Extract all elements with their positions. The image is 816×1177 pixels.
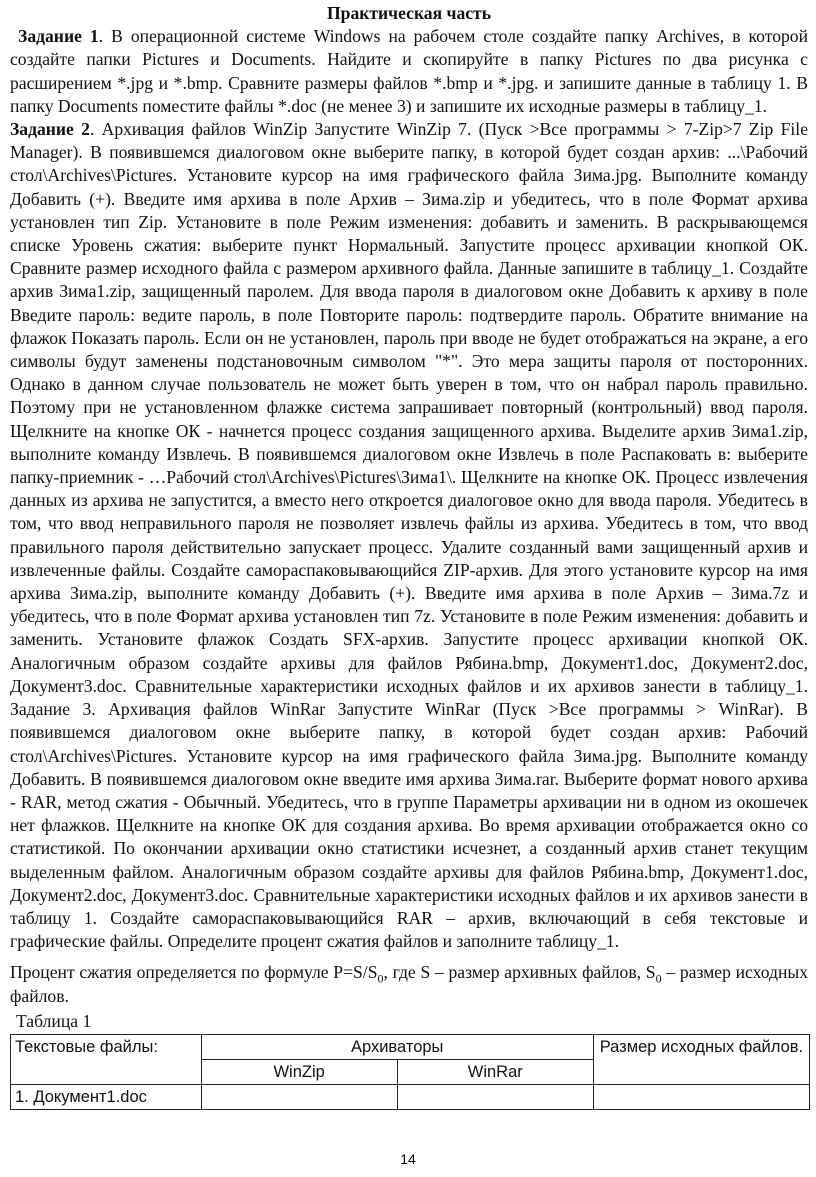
formula-subscript-2: 0 bbox=[655, 971, 662, 986]
results-table bbox=[10, 1034, 810, 1110]
compression-formula bbox=[10, 961, 808, 1007]
header-text-files: Текстовые файлы: bbox=[11, 1034, 202, 1084]
task2-text: . Архивация файлов WinZip Запустите WinZip 7. (Пуск >Все программы > 7-Zip>7 Zip File Manager). В появившемся диалоговом окне выберите папку, в которой будет создан архив: ...\Рабочий стол\Archives\Pictures. Установите курсор на имя графического файла Зима.jpg. Выполните команду Добавить (+). Введите имя архива в поле Архив – Зима.zip и убедитесь, что в поле Формат архива установлен тип Zip. Установите в поле Режим изменения: добавить и заменить. В раскрывающемся списке Уровень сжатия: выберите пункт Нормальный. Запустите процесс архивации кнопкой ОК. Сравните размер исходного файла с размером архивного файла. Данные запишите в таблицу_1. Создайте архив Зима1.zip, защищенный паролем. Для ввода пароля в диалоговом окне Добавить к архиву в поле Введите пароль: ведите пароль, в поле Повторите пароль: подтвердите пароль. Обратите внимание на флажок Показать пароль. Если он не установлен, пароль при вводе не будет отображаться на экране, а его символы будут заменены подстановочным символом "*". Это мера защиты пароля от посторонних. Однако в данном случае пользователь не может быть уверен в том, что он набрал пароль правильно. Поэтому при не установленном флажке система запрашивает повторный (контрольный) ввод пароля. Щелкните на кнопке ОК - начнется процесс создания защищенного архива. Выделите архив Зима1.zip, выполните команду Извлечь. В появившемся диалоговом окне Извлечь в поле Распаковать в: выберите папку-приемник - …Рабочий стол\Archives\Pictures\Зима1\. Щелкните на кнопке ОК. Процесс извлечения данных из архива не запустится, а вместо него откроется диалоговое окно для ввода пароля. Убедитесь в том, что ввод неправильного пароля не позволяет извлечь файлы из архива. Убедитесь в том, что ввод правильного пароля действительно запускает процесс. Удалите созданный вами защищенный архив и извлеченные файлы. Создайте самораспаковывающийся ZIP-архив. Для этого установите курсор на имя архива Зима.zip, выполните команду Добавить (+). Введите имя архива в поле Архив – Зима.7z и убедитесь, что в поле Формат архива установлен тип 7z. Установите в поле Режим изменения: добавить и заменить. Установите флажок Создать SFX-архив. Запустите процесс архивации кнопкой ОК. Аналогичным образом создайте архивы для файлов Рябина.bmp, Документ1.doc, Документ2.doc, Документ3.doc. Сравнительные характеристики исходных файлов и их архивов занести в таблицу_1. Задание 3. Архивация файлов WinRar Запустите WinRar (Пуск >Все программы > WinRar). В появившемся диалоговом окне выберите папку, в которой будет создан архив: Рабочий стол\Archives\Pictures. Установите курсор на имя графического файла Зима.jpg. Выполните команду Добавить. В появившемся диалоговом окне введите имя архива Зима.rar. Выберите формат нового архива - RAR, метод сжатия - Обычный. Убедитесь, что в группе Параметры архивации ни в одном из окошечек нет флажков. Щелкните на кнопке ОК для создания архива. Во время архивации отображается окно со статистикой. По окончании архивации окно статистики исчезнет, а созданный архив станет текущим выделенным файлом. Аналогичным образом создайте архивы для файлов Рябина.bmp, Документ1.doc, Документ2.doc, Документ3.doc. Сравнительные характеристики исходных файлов и их архивов занести в таблицу 1. Создайте самораспаковывающийся RAR – архив, включающий в себя текстовые и графические файлы. Определите процент сжатия файлов и заполните таблицу_1. bbox=[10, 119, 808, 952]
task2-paragraph bbox=[10, 118, 808, 953]
task1-text: . В операционной системе Windows на рабочем столе создайте папку Archives, в которой создайте папки Pictures и Documents. Найдите и скопируйте в папку Pictures по два рисунка с расширением *.jpg и *.bmp. Сравните размеры файлов *.bmp и *.jpg. и запишите данные в таблицу 1. В папку Documents поместите файлы *.doc (не менее 3) и запишите их исходные размеры в таблицу_1. bbox=[10, 26, 809, 116]
formula-part-3: – размер исходных файлов. bbox=[10, 962, 809, 1006]
formula-part-2: , где S – размер архивных файлов, S bbox=[383, 962, 656, 983]
row1-size-cell bbox=[593, 1084, 809, 1109]
row1-winrar-cell bbox=[397, 1084, 593, 1109]
task1-paragraph bbox=[10, 25, 808, 118]
formula-part-1: Процент сжатия определяется по формуле P=S/S bbox=[10, 962, 378, 983]
document-page bbox=[10, 2, 808, 1110]
header-winzip: WinZip bbox=[201, 1059, 397, 1084]
header-source-size: Размер исходных файлов. bbox=[593, 1034, 809, 1084]
section-title: Практическая часть bbox=[327, 3, 491, 23]
row1-file-name: 1. Документ1.doc bbox=[11, 1084, 202, 1109]
header-winrar: WinRar bbox=[397, 1059, 593, 1084]
task1-label: Задание 1 bbox=[18, 26, 99, 47]
table-header-row bbox=[11, 1034, 810, 1059]
task2-label: Задание 2 bbox=[10, 119, 90, 140]
page-number: 14 bbox=[400, 1151, 416, 1167]
formula-subscript-1: 0 bbox=[377, 971, 384, 986]
header-archivers: Архиваторы bbox=[201, 1034, 593, 1059]
row1-winzip-cell bbox=[201, 1084, 397, 1109]
table-row bbox=[11, 1084, 810, 1109]
table-caption: Таблица 1 bbox=[16, 1010, 92, 1031]
